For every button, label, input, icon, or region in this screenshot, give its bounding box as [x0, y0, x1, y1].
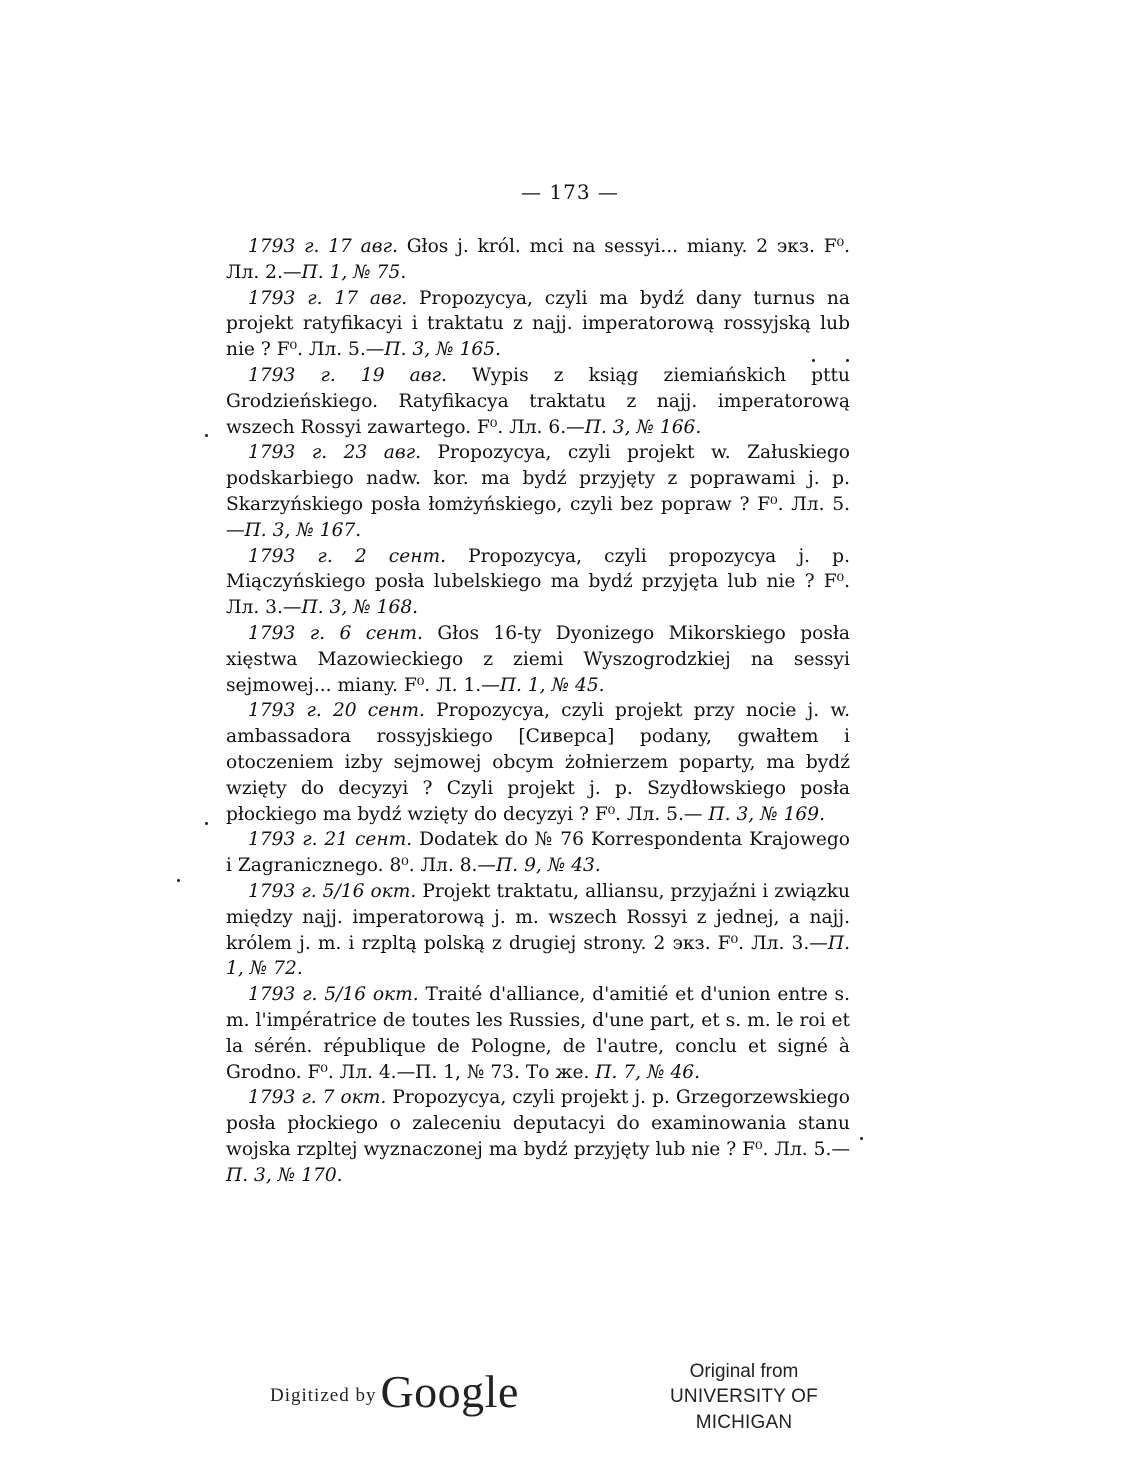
- digitized-by-google: [270, 1355, 519, 1415]
- entry-ref: П. 3, № 166.: [584, 416, 702, 438]
- entry-text: Propozycya, czyli projekt j. p. Grzegorzewskiego posła płockiego o zaleceniu deputacyi do examinowania stanu wojska rzpltej wyznaczonej ma bydź przyjęty lub nie ? F⁰. Лл. 5.—: [226, 1087, 851, 1160]
- entry: [226, 698, 850, 827]
- entry-date: 1793 г. 17 авг.: [248, 287, 408, 309]
- entry-date: 1793 г. 2 сент.: [248, 545, 447, 567]
- entry-date: 1793 г. 20 сент.: [248, 700, 425, 722]
- scan-speck: [177, 879, 180, 882]
- entry-ref: П. 3, № 167.: [244, 519, 362, 541]
- scan-speck: [812, 359, 815, 362]
- digitized-label: Digitized by: [270, 1385, 377, 1406]
- entry: [226, 879, 850, 982]
- entry-ref: П. 1, № 45.: [499, 674, 605, 696]
- entry-text: Głos j. król. mci na sessyi... miany. 2 экз. F⁰. Лл. 2.—: [226, 236, 851, 283]
- entry: [226, 234, 850, 286]
- entry-text: Dodatek do № 76 Korrespondenta Krajowego i Zagranicznego. 8⁰. Лл. 8.—: [226, 829, 850, 877]
- entry: [226, 1085, 850, 1188]
- entry-text: Propozycya, czyli projekt w. Załuskiego podskarbiego nadw. kor. ma bydź przyjęty z poprawami j. p. Skarzyńskiego posła łomżyńskiego, czyli bez popraw ? F⁰. Лл. 5.—: [226, 442, 851, 541]
- entry-date: 1793 г. 5/16 окт.: [248, 984, 419, 1006]
- entry-ref: П. 3, № 170.: [226, 1164, 343, 1186]
- entry: [226, 621, 850, 698]
- entry-ref: П. 1, № 75.: [301, 261, 407, 283]
- entry-date: 1793 г. 19 авг.: [248, 364, 447, 386]
- entry: [226, 286, 850, 363]
- entry-ref: П. 3, № 168.: [301, 597, 419, 619]
- bibliography-entries: [226, 234, 850, 1188]
- entry-text: Propozycya, czyli ma bydź dany turnus na projekt ratyfikacyi i traktatu z najj. imperatorową rossyjską lub nie ? F⁰. Лл. 5.—: [226, 287, 850, 361]
- entry: [226, 982, 850, 1085]
- entry-ref: П. 3, № 169.: [708, 803, 825, 825]
- entry: [226, 440, 850, 543]
- entry-text: Propozycya, czyli propozycya j. p. Miączyńskiego posła lubelskiego ma bydź przyjęta lub nie ? F⁰. Лл. 3.—: [226, 545, 850, 619]
- entry: [226, 363, 850, 440]
- scan-speck: [860, 1137, 863, 1140]
- original-source: [620, 1360, 868, 1436]
- entry-text: Wypis z ksiąg ziemiańskich pttu Grodzieńskiego. Ratyfikacya traktatu z najj. imperatorową wszech Rossyi zawartego. F⁰. Лл. 6.—: [226, 364, 851, 438]
- entry-text: Głos 16-ty Dyonizego Mikorskiego posła xięstwa Mazowieckiego z ziemi Wyszogrodzkiej na sessyi sejmowej... miany. F⁰. Л. 1.—: [226, 622, 850, 696]
- entry-date: 1793 г. 6 сент.: [248, 622, 423, 644]
- scan-speck: [205, 434, 208, 437]
- entry: [226, 544, 850, 621]
- scan-speck: [846, 359, 849, 362]
- entry-date: 1793 г. 23 авг.: [248, 442, 422, 464]
- entry-text: Projekt traktatu, alliansu, przyjaźni i związku między najj. imperatorową j. m. wszech Rossyi z jednej, a najj. królem j. m. i rzpltą polską z drugiej strony. 2 экз. F⁰. Лл. 3.—: [226, 880, 851, 954]
- entry-date: 1793 г. 21 сент.: [248, 829, 413, 851]
- entry-ref: П. 9, № 43.: [496, 855, 601, 877]
- original-from-label: Original from: [689, 1361, 799, 1382]
- entry-text: Propozycya, czyli projekt przy nocie j. w. ambassadora rossyjskiego [Сиверса] podany, gwałtem i otoczeniem izby sejmowej obcym żołnierzem poparty, ma bydź wzięty do decyzyi ? Czyli projekt j. p. Szydłowskiego posła płockiego ma bydź wzięty do decyzyi ? F⁰. Лл. 5.—: [226, 700, 850, 825]
- entry-ref: П. 1, № 72.: [226, 932, 850, 980]
- entry-date: 1793 г. 5/16 окт.: [248, 880, 417, 902]
- entry-text: Traité d'alliance, d'amitié et d'union entre s. m. l'impératrice de toutes les Russies, d'une part, et s. m. le roi et la sérén. république de Pologne, de l'autre, conclu et signé à Grodno. F⁰. Лл. 4.—П. 1, № 73. То же.: [226, 984, 851, 1083]
- entry-date: 1793 г. 7 окт.: [248, 1087, 387, 1109]
- entry-ref: П. 7, № 46.: [595, 1061, 701, 1083]
- google-logo: Google: [380, 1366, 519, 1417]
- entry-date: 1793 г. 17 авг.: [248, 236, 398, 257]
- page-number: — 173 —: [521, 180, 619, 204]
- university-label: UNIVERSITY OF MICHIGAN: [670, 1386, 818, 1433]
- scan-speck: [205, 822, 208, 825]
- entry: [226, 827, 850, 879]
- entry-ref: П. 3, № 165.: [384, 339, 501, 361]
